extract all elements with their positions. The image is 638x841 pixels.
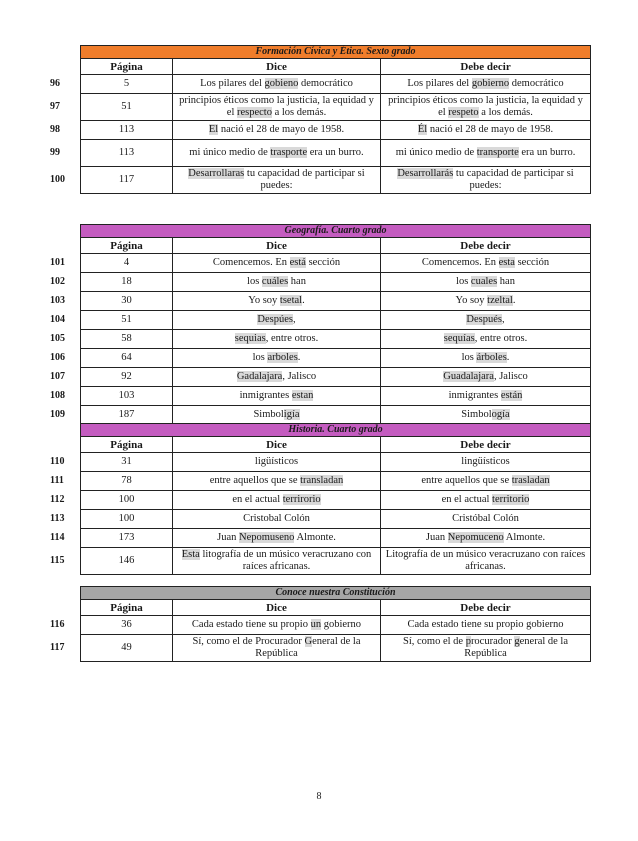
page-cell: 4: [81, 254, 173, 273]
dice-cell: [173, 140, 381, 167]
page-cell: 64: [81, 349, 173, 368]
highlighted-word: tzeltal: [487, 295, 513, 306]
row-number: 110: [50, 456, 65, 467]
page-cell: 51: [81, 311, 173, 330]
header-dice: Dice: [173, 59, 381, 75]
highlighted-word: tsetal: [279, 295, 303, 306]
header-dice: Dice: [173, 238, 381, 254]
highlighted-word: Guadalajara: [443, 371, 494, 382]
page-cell: 18: [81, 273, 173, 292]
dice-cell: [173, 491, 381, 510]
debe-decir-cell: [381, 510, 591, 529]
page-cell: 30: [81, 292, 173, 311]
text-segment: a los demás.: [271, 107, 327, 118]
row-number: 116: [50, 619, 65, 630]
highlighted-word: cuales: [470, 276, 498, 287]
highlighted-word: respecto: [236, 107, 272, 118]
highlighted-word: estan: [291, 390, 314, 401]
debe-decir-cell: [381, 330, 591, 349]
debe-decir-cell: [381, 311, 591, 330]
page-cell: 92: [81, 368, 173, 387]
table-row: [81, 387, 591, 406]
debe-decir-cell: [381, 548, 591, 575]
highlighted-word: trasporte: [270, 147, 308, 158]
table-row: [81, 292, 591, 311]
row-number: 113: [50, 513, 65, 524]
debe-decir-cell: [381, 167, 591, 194]
row-number: 117: [50, 642, 65, 653]
text-segment: Los pilares del: [200, 78, 265, 89]
dice-cell: [173, 121, 381, 140]
text-segment: era un burro.: [518, 147, 576, 158]
row-number: 96: [50, 78, 60, 89]
dice-cell: [173, 311, 381, 330]
text-segment: era un burro.: [307, 147, 364, 158]
header-pagina: Página: [81, 238, 173, 254]
highlighted-word: está: [289, 257, 306, 268]
text-segment: tu capacidad de participar si puedes:: [453, 168, 574, 191]
dice-cell: [173, 167, 381, 194]
text-segment: Comencemos. En: [421, 257, 499, 268]
table-row: [81, 330, 591, 349]
highlighted-word: sequias: [234, 333, 266, 344]
debe-decir-cell: [381, 406, 591, 425]
row-number: 109: [50, 409, 65, 420]
errata-table: [80, 586, 591, 662]
section-title: Conoce nuestra Constitución: [81, 587, 591, 600]
row-number: 105: [50, 333, 65, 344]
highlighted-word: Desarrollaras: [188, 168, 245, 179]
text-segment: mi único medio de: [189, 147, 271, 158]
highlighted-word: trasladan: [511, 475, 550, 486]
table-row: [81, 529, 591, 548]
header-debe-decir: Debe decir: [381, 437, 591, 453]
highlighted-word: árboles: [476, 352, 507, 363]
text-segment: Litografía de un músico veracruzano con raíces africanas.: [385, 549, 586, 572]
page-cell: 36: [81, 616, 173, 635]
section-title: Formación Cívica y Ética. Sexto grado: [81, 46, 591, 59]
text-segment: Simbol: [253, 409, 284, 420]
row-number: 100: [50, 174, 65, 185]
text-segment: principios éticos como la justicia, la equidad y el: [179, 95, 374, 118]
highlighted-word: G: [304, 636, 313, 647]
highlighted-word: terrirorio: [282, 494, 321, 505]
table-row: [81, 510, 591, 529]
text-segment: .: [297, 352, 301, 363]
text-segment: los: [461, 352, 477, 363]
text-segment: ,: [292, 314, 296, 325]
highlighted-word: El: [208, 124, 219, 135]
highlighted-word: g: [514, 636, 520, 647]
highlighted-word: Despúes: [257, 314, 293, 325]
debe-decir-cell: [381, 387, 591, 406]
row-number: 101: [50, 257, 65, 268]
dice-cell: [173, 529, 381, 548]
row-number: 103: [50, 295, 65, 306]
text-segment: Cada estado tiene su propio: [191, 619, 311, 630]
text-segment: , Jalisco: [282, 371, 317, 382]
text-segment: nació el 28 de mayo de 1958.: [427, 124, 554, 135]
table-row: [81, 254, 591, 273]
table-row: [81, 140, 591, 167]
table-row: [81, 548, 591, 575]
page-cell: 100: [81, 510, 173, 529]
dice-cell: [173, 273, 381, 292]
text-segment: Yo soy: [248, 295, 280, 306]
text-segment: Los pilares del: [407, 78, 472, 89]
dice-cell: [173, 75, 381, 94]
dice-cell: [173, 548, 381, 575]
header-debe-decir: Debe decir: [381, 59, 591, 75]
text-segment: democrático: [509, 78, 564, 89]
row-number: 107: [50, 371, 65, 382]
highlighted-word: Esta: [181, 549, 200, 560]
page-cell: 5: [81, 75, 173, 94]
text-segment: entre aquellos que se: [421, 475, 512, 486]
header-debe-decir: Debe decir: [381, 600, 591, 616]
highlighted-word: sequías: [443, 333, 475, 344]
row-number: 114: [50, 532, 65, 543]
highlighted-word: Nepomuseno: [239, 532, 295, 543]
text-segment: tu capacidad de participar si puedes:: [244, 168, 365, 191]
text-segment: Almonte.: [294, 532, 336, 543]
row-number: 111: [50, 475, 64, 486]
dice-cell: [173, 510, 381, 529]
text-segment: litografía de un músico veracruzano con raíces africanas.: [199, 549, 372, 572]
text-segment: , entre otros.: [265, 333, 319, 344]
page-cell: 113: [81, 140, 173, 167]
text-segment: mi único medio de: [395, 147, 477, 158]
text-segment: Simbol: [461, 409, 492, 420]
text-segment: sección: [305, 257, 341, 268]
text-segment: en el actual: [441, 494, 493, 505]
header-pagina: Página: [81, 600, 173, 616]
dice-cell: [173, 292, 381, 311]
text-segment: entre aquellos que se: [209, 475, 301, 486]
row-number: 98: [50, 124, 60, 135]
table-row: [81, 167, 591, 194]
text-segment: Comencemos. En: [212, 257, 290, 268]
debe-decir-cell: [381, 472, 591, 491]
highlighted-word: un: [310, 619, 322, 630]
table-row: [81, 472, 591, 491]
table-row: [81, 368, 591, 387]
text-segment: , entre otros.: [474, 333, 528, 344]
text-segment: lingüísticos: [461, 456, 510, 467]
highlighted-word: Después: [466, 314, 502, 325]
highlighted-word: Él: [417, 124, 428, 135]
text-segment: .: [512, 295, 516, 306]
row-number: 99: [50, 147, 60, 158]
text-segment: .: [506, 352, 510, 363]
table-row: [81, 121, 591, 140]
table-row: [81, 94, 591, 121]
table-row: [81, 406, 591, 425]
header-dice: Dice: [173, 437, 381, 453]
debe-decir-cell: [381, 94, 591, 121]
row-number: 108: [50, 390, 65, 401]
text-segment: los: [247, 276, 262, 287]
highlighted-word: gobieno: [264, 78, 299, 89]
highlighted-word: territorio: [492, 494, 530, 505]
debe-decir-cell: [381, 635, 591, 662]
dice-cell: [173, 330, 381, 349]
text-segment: inmigrantes: [239, 390, 292, 401]
highlighted-word: Nepomuceno: [447, 532, 504, 543]
row-number: 115: [50, 555, 65, 566]
page-cell: 78: [81, 472, 173, 491]
text-segment: han: [497, 276, 515, 287]
debe-decir-cell: [381, 273, 591, 292]
dice-cell: [173, 387, 381, 406]
text-segment: Cristóbal Colón: [452, 513, 519, 524]
debe-decir-cell: [381, 140, 591, 167]
debe-decir-cell: [381, 529, 591, 548]
text-segment: Juan: [425, 532, 448, 543]
dice-cell: [173, 616, 381, 635]
errata-table: [80, 423, 591, 575]
header-debe-decir: Debe decir: [381, 238, 591, 254]
errata-table: [80, 45, 591, 194]
highlighted-word: transladan: [300, 475, 344, 486]
debe-decir-cell: [381, 292, 591, 311]
dice-cell: [173, 635, 381, 662]
highlighted-word: Gadalajara: [236, 371, 283, 382]
highlighted-word: igía: [283, 409, 300, 420]
text-segment: Yo soy: [455, 295, 488, 306]
header-dice: Dice: [173, 600, 381, 616]
dice-cell: [173, 94, 381, 121]
table-row: [81, 349, 591, 368]
row-number: 104: [50, 314, 65, 325]
page-cell: 100: [81, 491, 173, 510]
page-cell: 146: [81, 548, 173, 575]
debe-decir-cell: [381, 491, 591, 510]
debe-decir-cell: [381, 616, 591, 635]
highlighted-word: respeto: [448, 107, 479, 118]
text-segment: en el actual: [232, 494, 283, 505]
row-number: 102: [50, 276, 65, 287]
highlighted-word: transporte: [476, 147, 519, 158]
page-cell: 49: [81, 635, 173, 662]
table-row: [81, 273, 591, 292]
page-cell: 58: [81, 330, 173, 349]
page-number: 8: [316, 791, 322, 802]
highlighted-word: Desarrollarás: [397, 168, 454, 179]
text-segment: sección: [514, 257, 550, 268]
table-row: [81, 491, 591, 510]
page-cell: 31: [81, 453, 173, 472]
text-segment: rocurador: [470, 636, 515, 647]
text-segment: nació el 28 de mayo de 1958.: [218, 124, 345, 135]
page-cell: 103: [81, 387, 173, 406]
highlighted-word: gobierno: [471, 78, 510, 89]
page-cell: 51: [81, 94, 173, 121]
text-segment: inmigrantes: [448, 390, 501, 401]
text-segment: Juan: [217, 532, 240, 543]
text-segment: eneral de la República: [464, 636, 569, 659]
debe-decir-cell: [381, 368, 591, 387]
highlighted-word: ogía: [491, 409, 510, 420]
debe-decir-cell: [381, 75, 591, 94]
section-title: Historia. Cuarto grado: [81, 424, 591, 437]
header-pagina: Página: [81, 437, 173, 453]
text-segment: Sí, como el de Procurador: [192, 636, 305, 647]
text-segment: los: [456, 276, 471, 287]
table-row: [81, 311, 591, 330]
highlighted-word: cuáles: [261, 276, 289, 287]
page-cell: 187: [81, 406, 173, 425]
text-segment: Sí, como el de: [402, 636, 466, 647]
text-segment: , Jalisco: [493, 371, 528, 382]
debe-decir-cell: [381, 254, 591, 273]
text-segment: democrático: [298, 78, 353, 89]
highlighted-word: esta: [498, 257, 515, 268]
table-row: [81, 635, 591, 662]
row-number: 97: [50, 101, 60, 112]
text-segment: .: [302, 295, 305, 306]
header-pagina: Página: [81, 59, 173, 75]
dice-cell: [173, 368, 381, 387]
dice-cell: [173, 349, 381, 368]
row-number: 112: [50, 494, 65, 505]
text-segment: Almonte.: [503, 532, 546, 543]
debe-decir-cell: [381, 453, 591, 472]
table-row: [81, 616, 591, 635]
dice-cell: [173, 472, 381, 491]
page-cell: 113: [81, 121, 173, 140]
dice-cell: [173, 453, 381, 472]
text-segment: principios éticos como la justicia, la equidad y el: [388, 95, 583, 118]
highlighted-word: arboles: [267, 352, 298, 363]
text-segment: gobierno: [321, 619, 362, 630]
text-segment: ,: [501, 314, 505, 325]
text-segment: a los demás.: [478, 107, 533, 118]
debe-decir-cell: [381, 121, 591, 140]
section-title: Geografía. Cuarto grado: [81, 225, 591, 238]
errata-table: [80, 224, 591, 425]
highlighted-word: p: [465, 636, 471, 647]
table-row: [81, 453, 591, 472]
highlighted-word: están: [500, 390, 523, 401]
text-segment: eneral de la República: [255, 636, 361, 659]
text-segment: Cada estado tiene su propio gobierno: [407, 619, 564, 630]
text-segment: ligüísticos: [254, 456, 299, 467]
dice-cell: [173, 406, 381, 425]
page-cell: 173: [81, 529, 173, 548]
text-segment: los: [252, 352, 268, 363]
debe-decir-cell: [381, 349, 591, 368]
dice-cell: [173, 254, 381, 273]
text-segment: Cristobal Colón: [243, 513, 310, 524]
page-cell: 117: [81, 167, 173, 194]
text-segment: han: [288, 276, 306, 287]
row-number: 106: [50, 352, 65, 363]
table-row: [81, 75, 591, 94]
